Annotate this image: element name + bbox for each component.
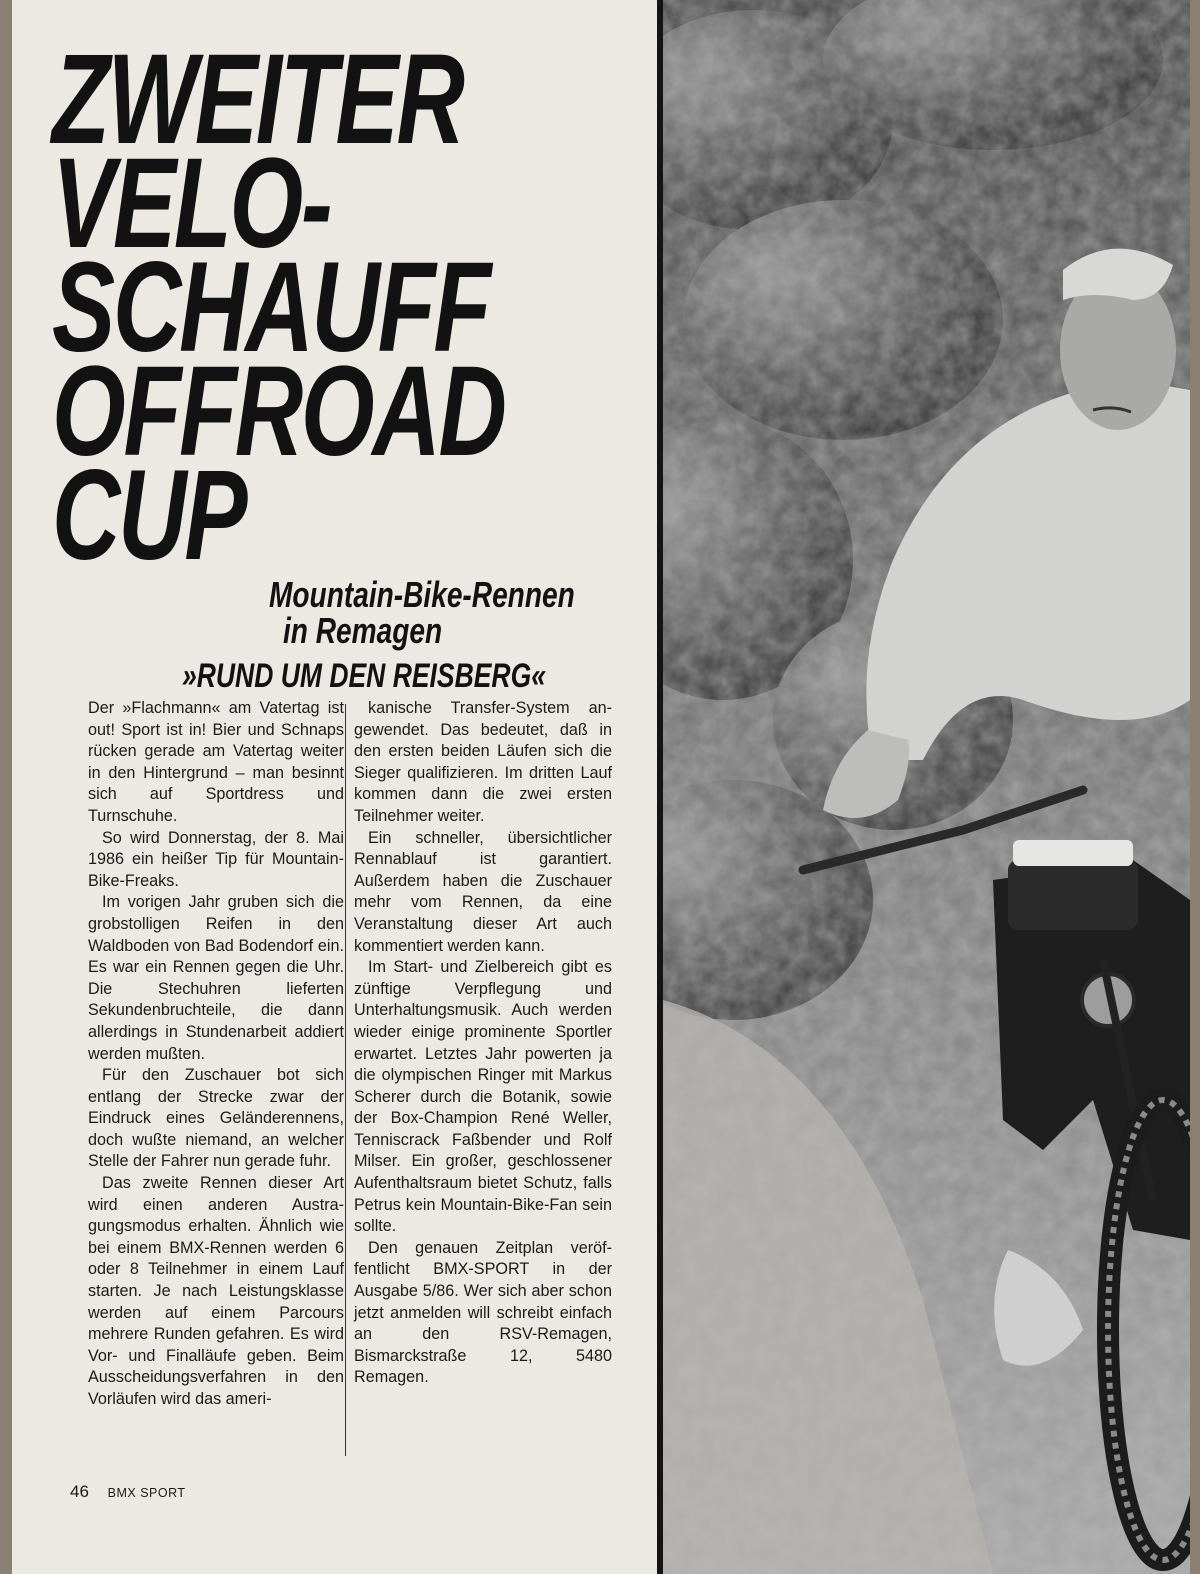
paragraph: Im vorigen Jahr gruben sich die grobstolligen Reifen in den Waldboden von Bad Bodendorf ein. Es war ein Rennen gegen die Uhr. Die Stechuhren lieferten Sekundenbruchteile, die dann allerdings in Stundenarbeit addiert werden mußten. <box>88 893 344 1063</box>
photo-illustration <box>663 0 1190 1574</box>
article-column-left <box>88 698 344 1411</box>
magazine-name: BMX SPORT <box>107 1486 186 1500</box>
headline <box>52 28 505 587</box>
paragraph: kanische Transfer-System angewendet. Das bedeutet, daß in den ersten beiden Läufen sich die Sieger qualifizieren. Im dritten Lauf kommen dann die zwei ersten Teilnehmer weiter. <box>354 699 612 825</box>
headline-line: VELO- <box>52 132 331 275</box>
column-divider <box>345 704 346 1456</box>
subheadline-event-name: »RUND UM DEN REISBERG« <box>182 657 546 695</box>
headline-line: CUP <box>52 444 246 587</box>
page-footer <box>70 1482 186 1502</box>
paragraph: Im Start- und Zielbereich gibt es zünftige Verpflegung und Unterhaltungsmusik. Auch werden wieder einige prominente Sportler erwartet. Letztes Jahr powerten ja die olympischen Ringer mit Markus Scherer durch die Botanik, sowie der Box-Champion René Weller, Tenniscrack Faßbender und Rolf Milser. Ein großer, geschlossener Aufenthaltsraum bietet Schutz, falls Petrus kein Mountain-Bike-Fan sein sollte. <box>354 958 612 1236</box>
paragraph: So wird Donnerstag, der 8. Mai 1986 ein heißer Tip für Mountain-Bike-Freaks. <box>88 828 344 890</box>
magazine-page <box>12 0 1190 1574</box>
headline-line: SCHAUFF <box>52 236 489 379</box>
text-column <box>12 0 657 1574</box>
paragraph: Den genauen Zeitplan veröffentlicht BMX-SPORT in der Ausgabe 5/86. Wer sich aber schon jetzt anmelden will schreibt einfach an den RSV-Remagen, Bismarckstraße 12, 5480 Remagen. <box>354 1238 612 1387</box>
page-number: 46 <box>70 1482 89 1501</box>
headline-line: OFFROAD <box>52 340 505 483</box>
paragraph: Ein schneller, übersichtlicher Rennablauf ist garantiert. Außerdem haben die Zuschauer mehr vom Rennen, da eine Veranstaltung dieser Art auch kommentiert werden kann. <box>354 828 612 955</box>
paragraph: Das zweite Rennen dieser Art wird einen anderen Austragungsmodus erhalten. Ähnlich wie bei einem BMX-Rennen werden 6 oder 8 Teilnehmer in einem Lauf starten. Je nach Leistungsklasse werden auf einem Parcours mehrere Runden gefahren. Es wird Vor- und Finalläufe geben. Beim Ausscheidungsverfahren in den Vorläufen wird das ameri- <box>88 1174 344 1408</box>
subheadline <box>269 574 659 651</box>
article-column-right <box>354 698 612 1389</box>
subheadline-line-1: Mountain-Bike-Rennen <box>269 574 575 615</box>
paragraph: Für den Zuschauer bot sich entlang der Strecke zwar der Eindruck eines Geländerennens, doch wußte niemand, an welcher Stelle der Fahrer nun gerade fuhr. <box>88 1066 344 1171</box>
subheadline-line-2: in Remagen <box>283 610 443 651</box>
headline-line: ZWEITER <box>52 28 463 171</box>
rider-photo <box>663 0 1190 1574</box>
paragraph: Der »Flachmann« am Vatertag ist out! Sport ist in! Bier und Schnaps rücken gerade am Vatertag weiter in den Hintergrund – man besinnt sich auf Sportdress und Turnschuhe. <box>88 699 344 825</box>
